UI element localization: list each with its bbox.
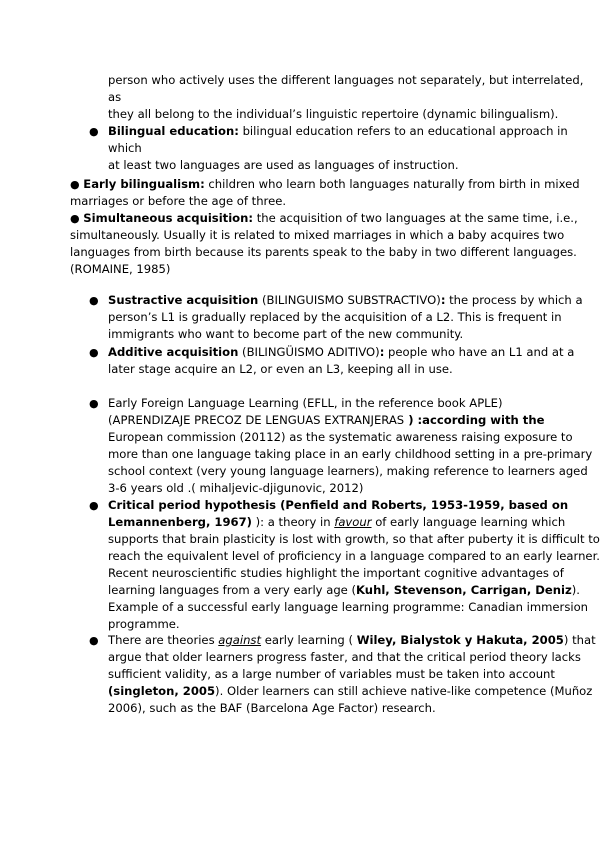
text-line: supports that brain plasticity is lost with growth, so that after puberty it is difficult to (108, 532, 600, 546)
text-line: they all belong to the individual’s linguistic repertoire (dynamic bilingualism). (108, 107, 559, 121)
text-line: sufficient validity, as a large number of variables must be taken into account (108, 667, 555, 681)
bullet-icon: ● (89, 346, 99, 359)
bilingual-education-item (108, 123, 600, 174)
text-line: more than one language taking place in an early childhood setting in a pre-primary (108, 447, 593, 461)
text-line: at least two languages are used as languages of instruction. (108, 158, 459, 172)
text-span: There are theories (108, 633, 219, 647)
additive-acquisition-item (108, 344, 574, 378)
text-span: (BILINGÜISMO ADITIVO) (238, 345, 380, 359)
text-line: languages from birth because its parents speak to the baby in two different languages. (70, 245, 577, 259)
bullet-icon: ● (89, 499, 99, 512)
bullet-icon: ● (89, 634, 99, 647)
term-heading: Sustractive acquisition (108, 293, 259, 307)
text-span: the process by which a (445, 293, 583, 307)
text-span: Kuhl, Stevenson, Carrigan, Deniz (356, 583, 572, 597)
text-span: the acquisition of two languages at the same time, i.e., (253, 211, 578, 225)
text-span: children who learn both languages naturally from birth in mixed (204, 177, 580, 191)
text-line: person who actively uses the different languages not separately, but interrelated, as (108, 73, 584, 104)
efll-item (108, 395, 592, 497)
term-heading: Early bilingualism: (83, 177, 205, 191)
text-span: bilingual education refers to an educational approach in which (108, 124, 568, 155)
simultaneous-acquisition-item (70, 210, 578, 278)
text-span: : (379, 345, 385, 359)
text-line: simultaneously. Usually it is related to mixed marriages in which a baby acquires two (70, 228, 565, 242)
bullet-icon: ● (89, 294, 99, 307)
text-span: people who have an L1 and at a (384, 345, 575, 359)
text-line: person’s L1 is gradually replaced by the acquisition of a L2. This is frequent in (108, 310, 562, 324)
bullet-icon: ● (89, 125, 99, 138)
text-span: early learning ( (261, 633, 357, 647)
against-item (108, 632, 596, 717)
text-line: argue that older learners progress faster, and that the critical period theory lacks (108, 650, 581, 664)
text-line: reach the equivalent level of proficiency in a language compared to an early learner. (108, 549, 600, 563)
term-heading: Bilingual education: (108, 124, 239, 138)
text-span: (BILINGUISMO SUBSTRACTIVO) (258, 293, 441, 307)
text-span: ): a theory in (251, 515, 335, 529)
text-span: learning languages from a very early age ( (108, 583, 357, 597)
text-line: 3-6 years old .( mihaljevic-djigunovic, 2012) (108, 481, 364, 495)
text-span: ) :according with the (404, 413, 545, 427)
text-span: (EFLL, in the reference book APLE) (298, 396, 503, 410)
early-bilingualism-item (70, 176, 580, 210)
text-span: (Penfield and Roberts, 1953-1959, based on (276, 498, 569, 512)
text-span: ). (571, 583, 580, 597)
text-line: later stage acquire an L2, or even an L3, keeping all in use. (108, 362, 453, 376)
text-span: Wiley, Bialystok y Hakuta, 2005 (356, 633, 564, 647)
text-line: programme. (108, 617, 180, 631)
intro-paragraph (108, 72, 600, 123)
text-span: ). Older learners can still achieve native-like competence (Muñoz (215, 684, 593, 698)
text-line: (ROMAINE, 1985) (70, 262, 171, 276)
against-emphasis: against (218, 633, 262, 647)
bullet-icon: ● (70, 212, 80, 225)
bullet-icon: ● (89, 397, 99, 410)
text-line: immigrants who want to become part of the new community. (108, 327, 464, 341)
text-line: marriages or before the age of three. (70, 194, 287, 208)
text-span: (APRENDIZAJE PRECOZ DE LENGUAS EXTRANJERAS (108, 413, 405, 427)
text-line: Recent neuroscientific studies highlight the important cognitive advantages of (108, 566, 564, 580)
bullet-icon: ● (70, 178, 80, 191)
term-heading: Simultaneous acquisition: (83, 211, 254, 225)
term-heading: Additive acquisition (108, 345, 239, 359)
favour-emphasis: favour (334, 515, 372, 529)
text-line: school context (very young language learners), making reference to learners aged (108, 464, 588, 478)
text-span: of early language learning which (371, 515, 566, 529)
sustractive-acquisition-item (108, 292, 583, 343)
term-heading: Critical period hypothesis (108, 498, 277, 512)
text-span: ) that (563, 633, 596, 647)
text-line: Example of a successful early language learning programme: Canadian immersion (108, 600, 589, 614)
text-line: European commission (20112) as the systematic awareness raising exposure to (108, 430, 573, 444)
text-span: (singleton, 2005 (108, 684, 216, 698)
text-line: 2006), such as the BAF (Barcelona Age Factor) research. (108, 701, 436, 715)
text-span: Lemannenberg, 1967) (108, 515, 252, 529)
text-span: : (440, 293, 446, 307)
critical-period-item (108, 497, 600, 633)
term-heading: Early Foreign Language Learning (108, 396, 299, 410)
